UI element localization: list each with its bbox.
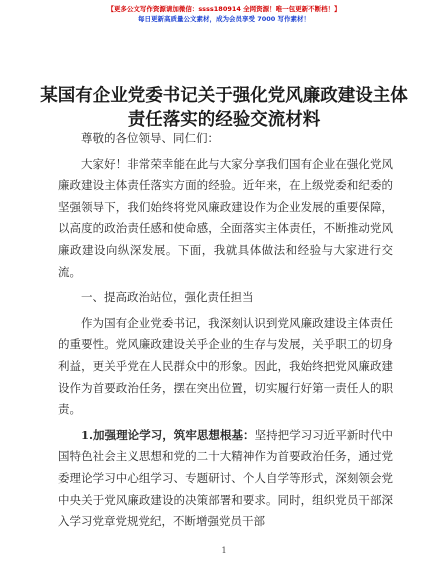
page-number: 1 (221, 546, 227, 555)
promo-banner (0, 4, 448, 24)
numbered-item-1-lead: 1.加强理论学习，筑牢思想根基： (81, 427, 255, 442)
section-heading: 一、提高政治站位，强化责任担当 (81, 290, 254, 305)
paragraph-intro: 大家好！非常荣幸能在此与大家分享我们国有企业在强化党风廉政建设主体责任落实方面的经验。近年来，在上级党委和纪委的坚强领导下，我们始终将党风廉政建设作为企业发展的重要保障，以高度的政治责任感和使命感，全面落实主体责任，不断推动党风廉政建设向纵深发展。下面，我就具体做法和经验与大家进行交流。 (58, 156, 393, 279)
promo-banner-line-1: 【更多公文写作资源请加微信：ssss180914 全网资源！唯一包更新不断档！】 (107, 5, 341, 13)
numbered-item-1-text: 坚持把学习习近平新时代中国特色社会主义思想和党的二十大精神作为首要政治任务，通过党委理论学习中心组学习、专题研讨、个人自学等形式，深刻领会党中央关于党风廉政建设的决策部署和要求。同时，组织党员干部深入学习党章党规党纪，不断增强党员干部 (58, 427, 393, 529)
promo-banner-line-2: 每日更新高质量公文素材，成为会员享受 7000 写作素材！ (137, 15, 311, 23)
document-body (58, 128, 393, 533)
numbered-item-1 (58, 425, 393, 533)
document-title: 某国有企业党委书记关于强化党风廉政建设主体责任落实的经验交流材料 (40, 86, 408, 130)
greeting: 尊敬的各位领导、同仁们： (81, 131, 219, 145)
paragraph-responsibility: 作为国有企业党委书记，我深刻认识到党风廉政建设主体责任的重要性。党风廉政建设关乎企业的生存与发展，关乎职工的切身利益，更关乎党在人民群众中的形象。因此，我始终把党风廉政建设作为首要政治任务，摆在突出位置，切实履行好第一责任人的职责。 (58, 315, 393, 417)
